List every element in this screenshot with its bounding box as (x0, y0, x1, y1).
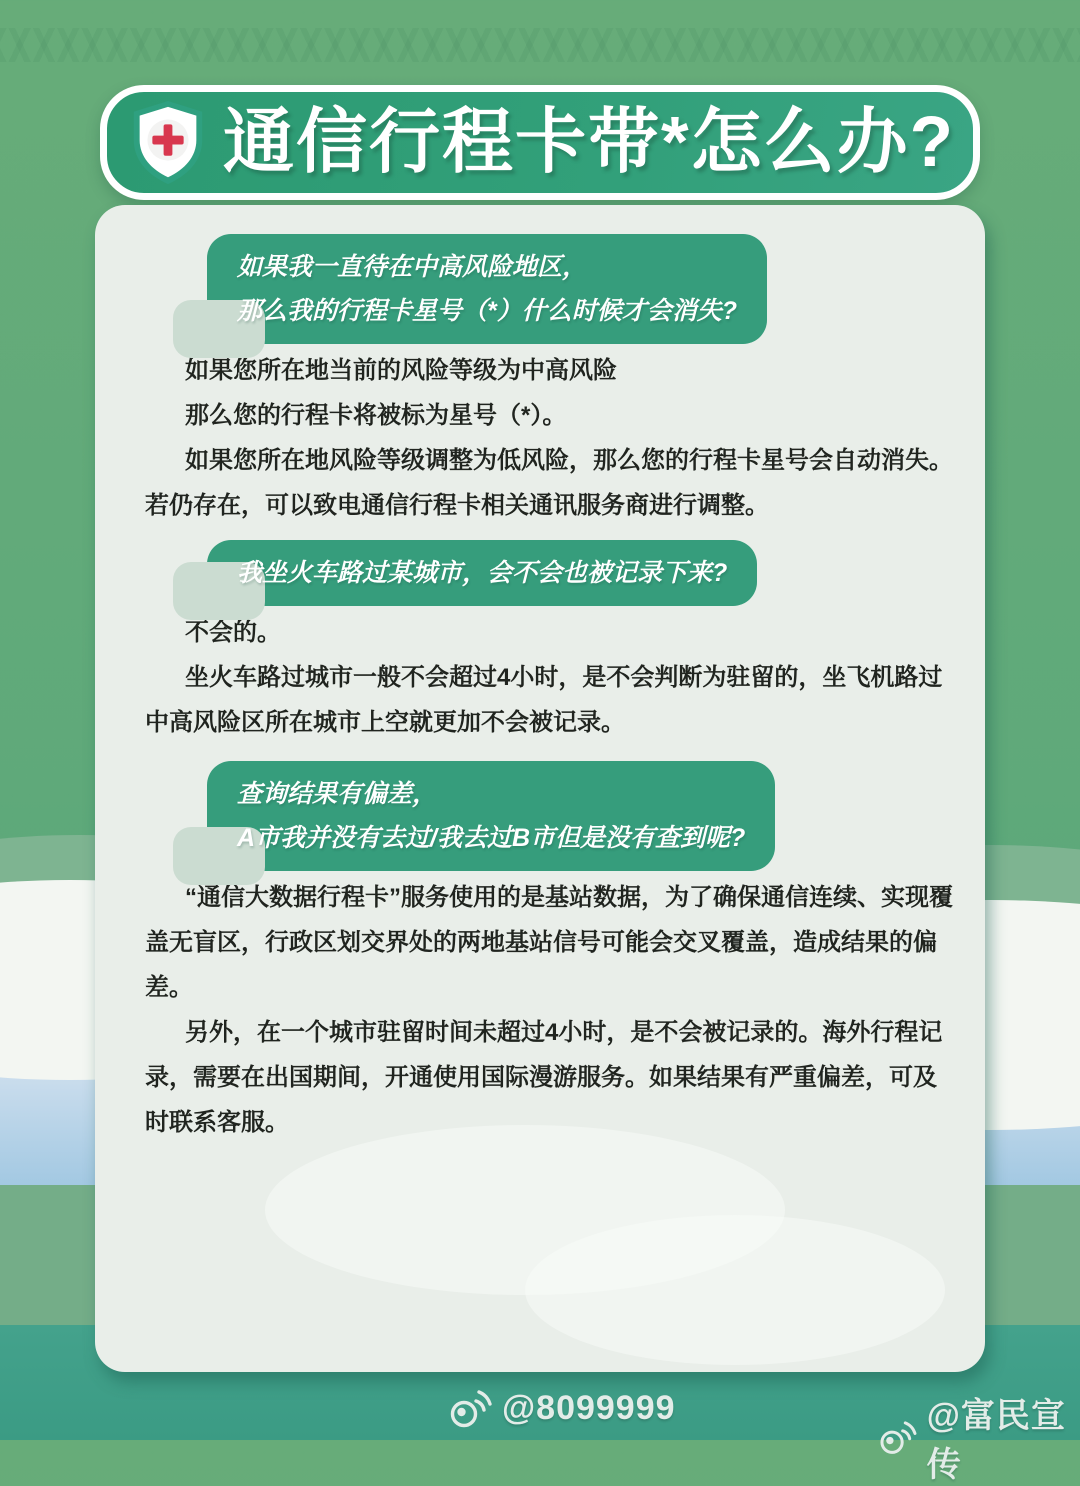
question-line: 查询结果有偏差， (237, 780, 438, 808)
qa-block-1 (95, 234, 985, 528)
answer-paragraph: 另外，在一个城市驻留时间未超过4小时，是不会被记录的。海外行程记录，需要在出国期间，开通使用国际漫游服务。如果结果有严重偏差，可及时联系客服。 (145, 1019, 943, 1136)
answer-paragraph: 坐火车路过城市一般不会超过4小时，是不会判断为驻留的，坐飞机路过中高风险区所在城市上空就更加不会被记录。 (145, 664, 943, 736)
poster-title: 通信行程卡带*怎么办? (223, 103, 956, 182)
question-bubble-row (207, 234, 985, 344)
answer-text-2 (145, 610, 960, 745)
question-line: 那么我的行程卡星号（*）什么时候才会消失? (237, 297, 738, 325)
answer-paragraph: 不会的。 (185, 619, 281, 646)
weibo-handle-text: @富民宣传 (926, 1397, 1066, 1484)
answer-text-3 (145, 875, 960, 1145)
weibo-icon (448, 1388, 492, 1428)
question-bubble-2 (207, 540, 757, 606)
question-line: 我坐火车路过某城市，会不会也被记录下来? (237, 559, 728, 587)
content-card (95, 205, 985, 1372)
question-bubble-1 (207, 234, 767, 344)
title-banner (100, 85, 980, 200)
qa-block-3 (95, 761, 985, 1145)
answer-paragraph: “通信大数据行程卡”服务使用的是基站数据，为了确保通信连续、实现覆盖无盲区，行政区划交界处的两地基站信号可能会交叉覆盖，造成结果的偏差。 (145, 884, 953, 1001)
faint-cloud-decoration (525, 1215, 945, 1365)
answer-text-1 (145, 348, 960, 528)
answer-paragraph: 那么您的行程卡将被标为星号（*）。 (185, 402, 567, 429)
weibo-handle-text: @8099999 (502, 1388, 676, 1427)
question-line: 如果我一直待在中高风险地区， (237, 253, 588, 281)
answer-paragraph: 如果您所在地风险等级调整为低风险，那么您的行程卡星号会自动消失。若仍存在，可以致电通信行程卡相关通讯服务商进行调整。 (145, 447, 953, 519)
shield-cross-icon (129, 99, 207, 187)
question-bubble-3 (207, 761, 775, 871)
zigzag-watermark-pattern (0, 28, 1080, 62)
qa-block-2 (95, 540, 985, 745)
question-bubble-row (207, 761, 985, 871)
weibo-handle-right (878, 1388, 1080, 1486)
answer-paragraph: 如果您所在地当前的风险等级为中高风险 (185, 357, 617, 384)
weibo-icon (878, 1417, 917, 1457)
question-line: A市我并没有去过/我去过B市但是没有查到呢? (237, 824, 746, 852)
weibo-handle-left (448, 1388, 676, 1428)
question-bubble-row (207, 540, 985, 606)
